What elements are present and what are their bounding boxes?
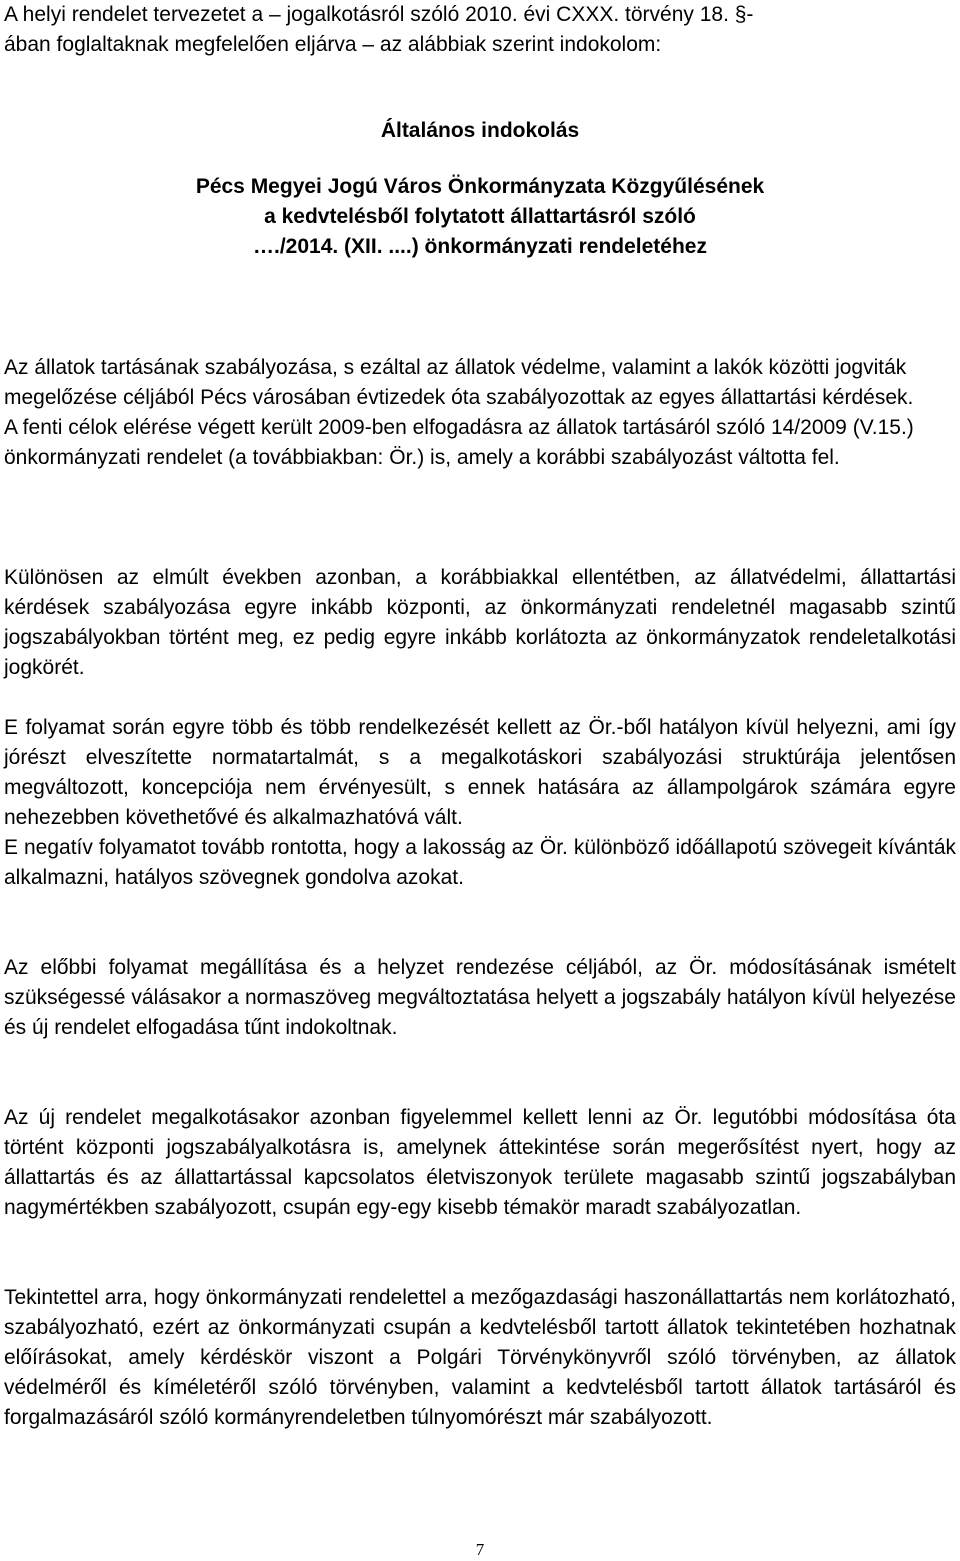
paragraph-2: Különösen az elmúlt években azonban, a korábbiakkal ellentétben, az állatvédelmi, állattartási kérdések szabályozása egyre inkább központi, az önkormányzati rendeletnél magasabb szintű jogszabályokban történt meg, ez pedig egyre inkább korlátozta az önkormányzatok rendeletalkotási jogkörét. <box>4 566 956 679</box>
paragraph-3 <box>4 713 956 893</box>
paragraph-1a: Az állatok tartásának szabályozása, s ezáltal az állatok védelme, valamint a lakók közötti jogviták megelőzése céljából Pécs városában évtizedek óta szabályozottak az egyes állattartási kérdések. <box>4 356 914 409</box>
paragraph-3b: E negatív folyamatot tovább rontotta, hogy a lakosság az Ör. különböző időállapotú szövegeit kívánták alkalmazni, hatályos szövegnek gondolva azokat. <box>4 836 956 889</box>
intro-text <box>4 0 956 60</box>
paragraph-1b: A fenti célok elérése végett került 2009-ben elfogadásra az állatok tartásáról szóló 14/2009 (V.15.) önkormányzati rendelet (a továbbiakban: Ör.) is, amely a korábbi szabályozást váltotta fel. <box>4 416 914 469</box>
paragraph-1 <box>4 353 956 473</box>
intro-line-1: A helyi rendelet tervezetet a – jogalkotásról szóló 2010. évi CXXX. törvény 18. §- <box>4 3 754 26</box>
heading-subtitle-line-1: Pécs Megyei Jogú Város Önkormányzata Közgyűlésének <box>195 175 765 198</box>
heading-title: Általános indokolás <box>380 119 580 142</box>
heading-subtitle <box>0 172 960 262</box>
heading-subtitle-line-3: …./2014. (XII. ....) önkormányzati rendeletéhez <box>253 235 707 258</box>
page-number: 7 <box>475 1540 485 1559</box>
paragraph-4: Az előbbi folyamat megállítása és a helyzet rendezése céljából, az Ör. módosításának ismételt szükségessé válásakor a normaszöveg megváltoztatása helyett a jogszabály hatályon kívül helyezése és új rendelet elfogadása tűnt indokoltnak. <box>4 956 956 1039</box>
intro-line-2: ában foglaltaknak megfelelően eljárva – az alábbiak szerint indokolom: <box>4 33 662 56</box>
paragraph-5: Az új rendelet megalkotásakor azonban figyelemmel kellett lenni az Ör. legutóbbi módosítása óta történt központi jogszabályalkotásra is, amelynek áttekintése során megerősítést nyert, hogy az állattartás és az állattartással kapcsolatos életviszonyok területe magasabb szintű jogszabályban nagymértékben szabályozott, csupán egy-egy kisebb témakör maradt szabályozatlan. <box>4 1106 956 1219</box>
paragraph-6: Tekintettel arra, hogy önkormányzati rendelettel a mezőgazdasági haszonállattartás nem korlátozható, szabályozható, ezért az önkormányzati csupán a kedvtelésből tartott állatok tekintetében hozhatnak előírásokat, amely kérdéskör viszont a Polgári Törvénykönyvről szóló törvényben, az állatok védelméről és kíméletéről szóló törvényben, valamint a kedvtelésből tartott állatok tartásáról és forgalmazásáról szóló kormányrendeletben túlnyomórészt már szabályozott. <box>4 1286 956 1429</box>
heading-subtitle-line-2: a kedvtelésből folytatott állattartásról szóló <box>264 205 696 228</box>
paragraph-3a: E folyamat során egyre több és több rendelkezését kellett az Ör.-ből hatályon kívül helyezni, ami így jórészt elveszítette normatartalmát, s a megalkotáskori szabályozási struktúrája jelentősen megváltozott, koncepciója nem érvényesült, s ennek hatására az állampolgárok számára egyre nehezebben követhetővé és alkalmazhatóvá vált. <box>4 716 956 829</box>
